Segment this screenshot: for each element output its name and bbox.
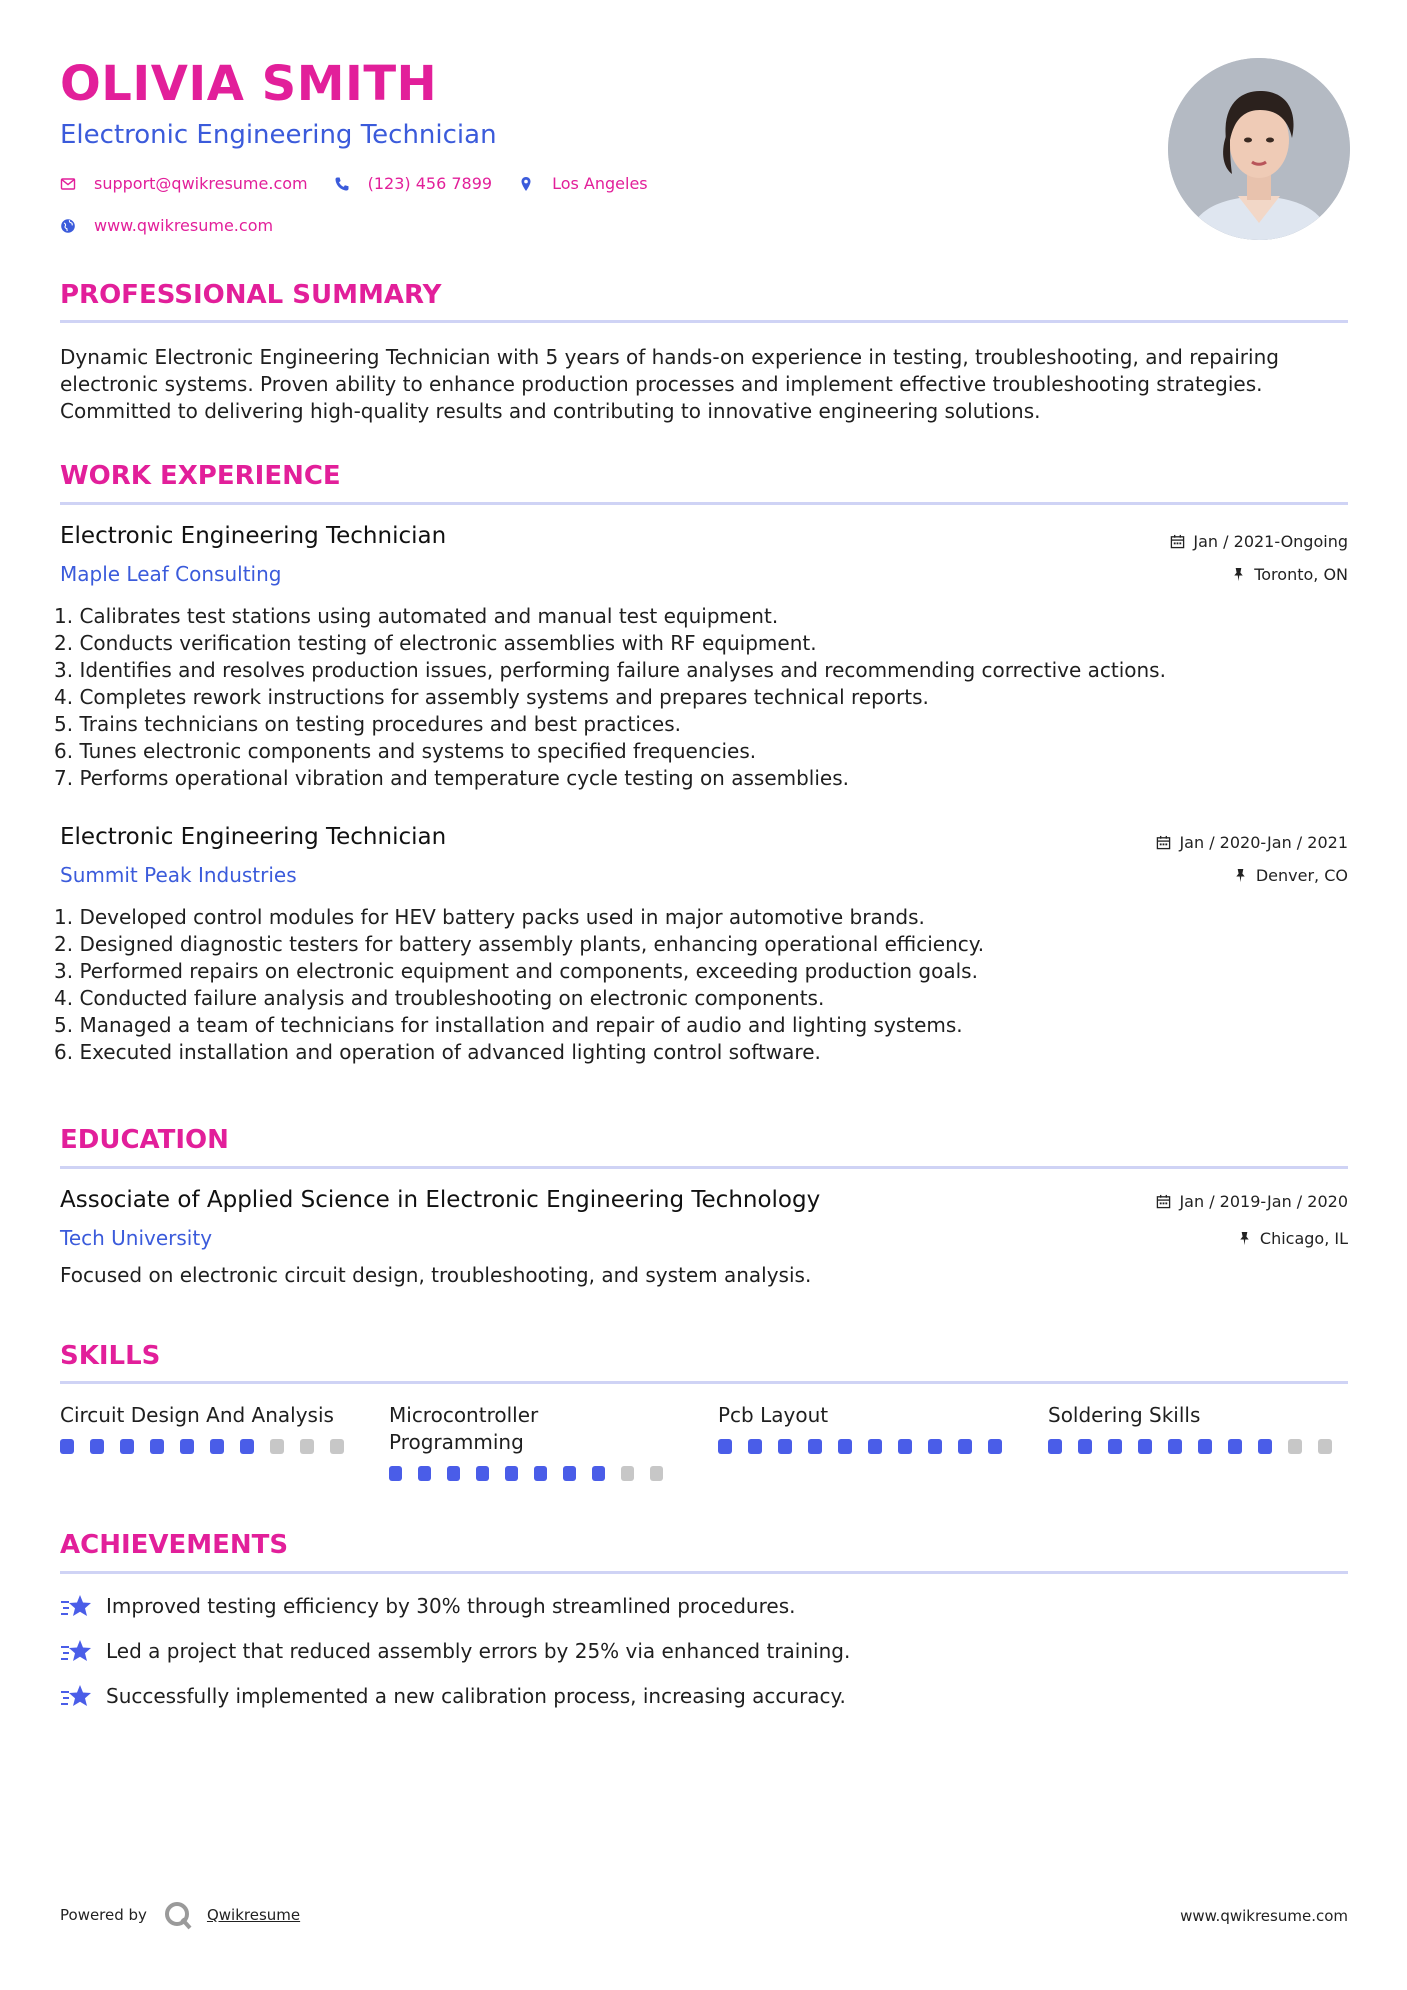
skill-rating [718, 1439, 1018, 1454]
job-dates [1170, 532, 1348, 551]
skill-dot-filled [1198, 1439, 1212, 1454]
skill-dot-empty [650, 1466, 663, 1481]
phone-icon [334, 176, 350, 192]
job-company: Maple Leaf Consulting [60, 562, 282, 586]
achievement-item [60, 1592, 795, 1620]
responsibility-item: 1. Developed control modules for HEV battery packs used in major automotive brands. [54, 905, 925, 929]
summary-heading: PROFESSIONAL SUMMARY [60, 280, 442, 310]
footer-website[interactable]: www.qwikresume.com [1180, 1907, 1348, 1925]
job-title: Electronic Engineering Technician [60, 824, 447, 850]
contact-row [60, 174, 674, 193]
skill-dot-filled [898, 1439, 912, 1454]
contact-row-2 [60, 216, 299, 235]
candidate-title: Electronic Engineering Technician [60, 120, 497, 150]
qwikresume-link[interactable]: Qwikresume [206, 1906, 301, 1924]
skill-dot-filled [988, 1439, 1002, 1454]
skill-dot-filled [1168, 1439, 1182, 1454]
experience-heading: WORK EXPERIENCE [60, 461, 341, 491]
degree-title: Associate of Applied Science in Electronic Engineering Technology [60, 1187, 821, 1213]
skill-name: Soldering Skills [1048, 1403, 1201, 1427]
education-divider [60, 1166, 1348, 1169]
skill-dot-filled [210, 1439, 224, 1454]
achievement-item [60, 1682, 846, 1710]
skill-dot-filled [90, 1439, 104, 1454]
map-pin-icon [518, 176, 534, 192]
candidate-name: OLIVIA SMITH [60, 56, 438, 112]
experience-divider [60, 502, 1348, 505]
responsibility-item: 3. Identifies and resolves production issues, performing failure analyses and recommending corrective actions. [54, 658, 1166, 682]
responsibility-item: 4. Completes rework instructions for assembly systems and prepares technical reports. [54, 685, 929, 709]
pushpin-icon [1237, 1231, 1252, 1246]
star-icon [60, 1682, 92, 1710]
job-location-text: Denver, CO [1255, 866, 1348, 885]
skill-dot-filled [1108, 1439, 1122, 1454]
skill-dot-filled [1258, 1439, 1272, 1454]
qwikresume-logo [163, 1900, 193, 1930]
achievement-text: Led a project that reduced assembly errors by 25% via enhanced training. [106, 1639, 851, 1663]
school-name: Tech University [60, 1226, 213, 1250]
skill-dot-filled [1138, 1439, 1152, 1454]
location-text: Los Angeles [552, 174, 648, 193]
responsibility-item: 2. Conducts verification testing of electronic assemblies with RF equipment. [54, 631, 817, 655]
skill-item [718, 1402, 1018, 1454]
star-icon [60, 1637, 92, 1665]
website-text[interactable]: www.qwikresume.com [94, 216, 274, 235]
summary-text: Dynamic Electronic Engineering Technician with 5 years of hands-on experience in testing, troubleshooting, and repairing electronic systems. Proven ability to enhance production processes and implement effective troubleshooting strategies. Committed to delivering high-quality results and contributing to innovative engineering solutions. [60, 345, 1279, 423]
skill-dot-filled [1048, 1439, 1062, 1454]
skill-dot-filled [60, 1439, 74, 1454]
phone-text[interactable]: (123) 456 7899 [367, 174, 493, 193]
responsibility-item: 7. Performs operational vibration and temperature cycle testing on assemblies. [54, 766, 849, 790]
skill-dot-filled [718, 1439, 732, 1454]
skill-dot-filled [1228, 1439, 1242, 1454]
pushpin-icon [1233, 868, 1248, 883]
skill-dot-filled [240, 1439, 254, 1454]
education-dates [1156, 1192, 1348, 1211]
skill-dot-filled [563, 1466, 576, 1481]
skills-heading: SKILLS [60, 1341, 161, 1371]
skill-dot-filled [150, 1439, 164, 1454]
skill-dot-filled [505, 1466, 518, 1481]
education-dates-text: Jan / 2019-Jan / 2020 [1179, 1192, 1348, 1211]
contact-phone[interactable] [334, 174, 492, 193]
portrait-image [1168, 58, 1350, 240]
responsibility-item: 3. Performed repairs on electronic equipment and components, exceeding production goals. [54, 959, 978, 983]
job-dates-text: Jan / 2021-Ongoing [1193, 532, 1348, 551]
skill-dot-filled [838, 1439, 852, 1454]
education-description: Focused on electronic circuit design, troubleshooting, and system analysis. [60, 1263, 812, 1287]
skill-rating [60, 1439, 360, 1454]
skill-name: Circuit Design And Analysis [60, 1403, 334, 1427]
skill-item [60, 1402, 360, 1454]
job-company: Summit Peak Industries [60, 863, 297, 887]
skill-name: Pcb Layout [718, 1403, 829, 1427]
achievement-text: Improved testing efficiency by 30% through streamlined procedures. [106, 1594, 796, 1618]
skill-dot-empty [1318, 1439, 1332, 1454]
skill-dot-filled [1078, 1439, 1092, 1454]
skill-dot-filled [534, 1466, 547, 1481]
achievements-divider [60, 1571, 1348, 1574]
skill-dot-empty [270, 1439, 284, 1454]
skill-dot-empty [330, 1439, 344, 1454]
footer-powered-by [60, 1900, 300, 1930]
skill-dot-filled [120, 1439, 134, 1454]
skill-dot-filled [389, 1466, 402, 1481]
skill-dot-filled [592, 1466, 605, 1481]
email-text[interactable]: support@qwikresume.com [94, 174, 308, 193]
job-responsibilities [54, 904, 984, 1066]
pushpin-icon [1231, 567, 1246, 582]
profile-photo [1168, 58, 1350, 240]
envelope-icon [60, 176, 76, 192]
job-dates [1156, 833, 1348, 852]
job-location [1231, 565, 1348, 584]
contact-location [518, 174, 648, 193]
job-location [1233, 866, 1348, 885]
skills-divider [60, 1381, 1348, 1384]
skill-dot-filled [447, 1466, 460, 1481]
responsibility-item: 6. Executed installation and operation of advanced lighting control software. [54, 1040, 821, 1064]
calendar-icon [1156, 835, 1171, 850]
education-location [1237, 1229, 1348, 1248]
skill-item [389, 1402, 679, 1481]
skill-dot-filled [778, 1439, 792, 1454]
skill-dot-empty [1288, 1439, 1302, 1454]
skill-dot-filled [748, 1439, 762, 1454]
skill-dot-filled [180, 1439, 194, 1454]
achievements-heading: ACHIEVEMENTS [60, 1530, 289, 1560]
skill-item [1048, 1402, 1348, 1454]
calendar-icon [1170, 534, 1185, 549]
job-title: Electronic Engineering Technician [60, 523, 447, 549]
skill-dot-filled [928, 1439, 942, 1454]
skill-dot-empty [621, 1466, 634, 1481]
calendar-icon [1156, 1194, 1171, 1209]
skill-dot-filled [958, 1439, 972, 1454]
skill-name: Microcontroller Programming [389, 1403, 539, 1454]
skill-dot-filled [868, 1439, 882, 1454]
achievement-item [60, 1637, 850, 1665]
powered-by-label: Powered by [60, 1906, 147, 1924]
job-location-text: Toronto, ON [1254, 565, 1348, 584]
contact-email[interactable] [60, 174, 308, 193]
responsibility-item: 2. Designed diagnostic testers for battery assembly plants, enhancing operational efficiency. [54, 932, 985, 956]
summary-divider [60, 320, 1348, 323]
education-location-text: Chicago, IL [1259, 1229, 1348, 1248]
skill-dot-filled [418, 1466, 431, 1481]
skill-dot-empty [300, 1439, 314, 1454]
achievement-text: Successfully implemented a new calibration process, increasing accuracy. [106, 1684, 846, 1708]
star-icon [60, 1592, 92, 1620]
globe-icon [60, 218, 76, 234]
education-heading: EDUCATION [60, 1125, 229, 1155]
skill-rating [1048, 1439, 1348, 1454]
job-responsibilities [54, 603, 1166, 792]
responsibility-item: 4. Conducted failure analysis and troubleshooting on electronic components. [54, 986, 825, 1010]
skill-dot-filled [476, 1466, 489, 1481]
contact-website[interactable] [60, 216, 273, 235]
responsibility-item: 6. Tunes electronic components and systems to specified frequencies. [54, 739, 757, 763]
skill-dot-filled [808, 1439, 822, 1454]
responsibility-item: 1. Calibrates test stations using automated and manual test equipment. [54, 604, 779, 628]
responsibility-item: 5. Trains technicians on testing procedures and best practices. [54, 712, 681, 736]
responsibility-item: 5. Managed a team of technicians for installation and repair of audio and lighting systems. [54, 1013, 963, 1037]
skill-rating [389, 1466, 679, 1481]
job-dates-text: Jan / 2020-Jan / 2021 [1179, 833, 1348, 852]
